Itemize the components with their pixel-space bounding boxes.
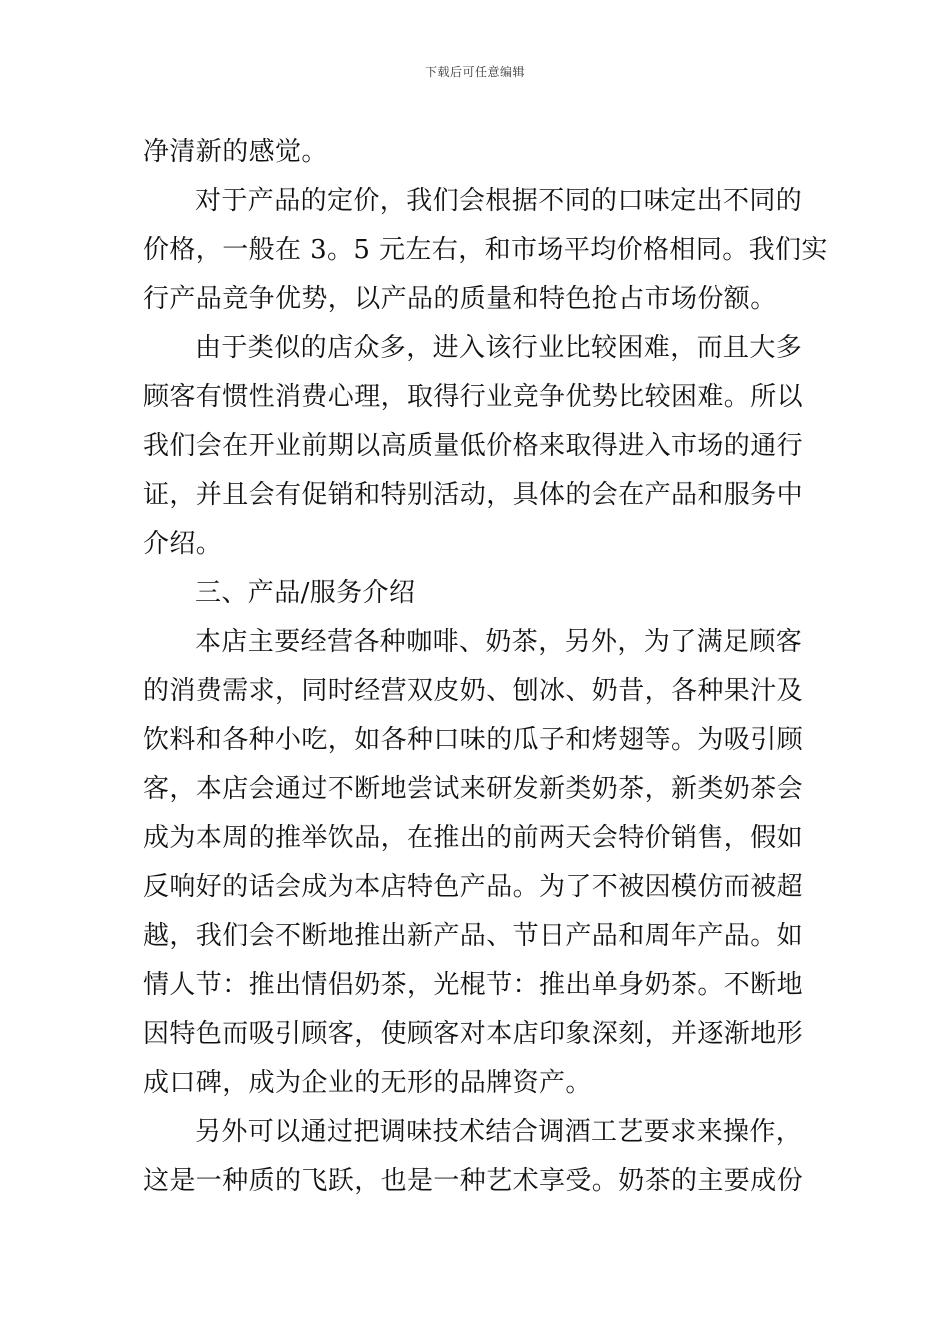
text-line: 介绍。	[143, 529, 223, 559]
text-line: 越，我们会不断地推出新产品、节日产品和周年产品。如	[143, 921, 804, 951]
text-line: 这是一种质的飞跃，也是一种艺术享受。奶茶的主要成份	[143, 1166, 804, 1196]
text-line: 行产品竞争优势，以产品的质量和特色抢占市场份额。	[143, 284, 777, 314]
text-line: 客，本店会通过不断地尝试来研发新类奶茶，新类奶茶会	[143, 774, 804, 804]
text-line: 的消费需求，同时经营双皮奶、刨冰、奶昔，各种果汁及	[143, 676, 804, 706]
section-heading: 三、产品/服务介绍	[195, 578, 416, 608]
text-line: 证，并且会有促销和特别活动，具体的会在产品和服务中	[143, 480, 804, 510]
text-line: 另外可以通过把调味技术结合调酒工艺要求来操作，	[195, 1117, 803, 1147]
text-line: 价格，一般在 3。5 元左右，和市场平均价格相同。我们实	[143, 235, 828, 265]
text-line: 由于类似的店众多，进入该行业比较困难，而且大多	[195, 333, 803, 363]
document-body	[143, 128, 828, 1206]
text-line: 本店主要经营各种咖啡、奶茶，另外，为了满足顾客	[195, 627, 803, 657]
text-line: 反响好的话会成为本店特色产品。为了不被因模仿而被超	[143, 872, 804, 902]
text-line: 情人节：推出情侣奶茶，光棍节：推出单身奶茶。不断地	[143, 970, 804, 1000]
text-line: 饮料和各种小吃，如各种口味的瓜子和烤翅等。为吸引顾	[143, 725, 804, 755]
text-line: 因特色而吸引顾客，使顾客对本店印象深刻，并逐渐地形	[143, 1019, 804, 1049]
text-line: 顾客有惯性消费心理，取得行业竞争优势比较困难。所以	[143, 382, 804, 412]
text-line: 成口碑，成为企业的无形的品牌资产。	[143, 1068, 592, 1098]
text-line: 成为本周的推举饮品，在推出的前两天会特价销售，假如	[143, 823, 804, 853]
text-line: 净清新的感觉。	[143, 137, 328, 167]
text-line: 对于产品的定价，我们会根据不同的口味定出不同的	[195, 186, 803, 216]
text-line: 我们会在开业前期以高质量低价格来取得进入市场的通行	[143, 431, 804, 461]
page-header: 下载后可任意编辑	[424, 65, 525, 79]
